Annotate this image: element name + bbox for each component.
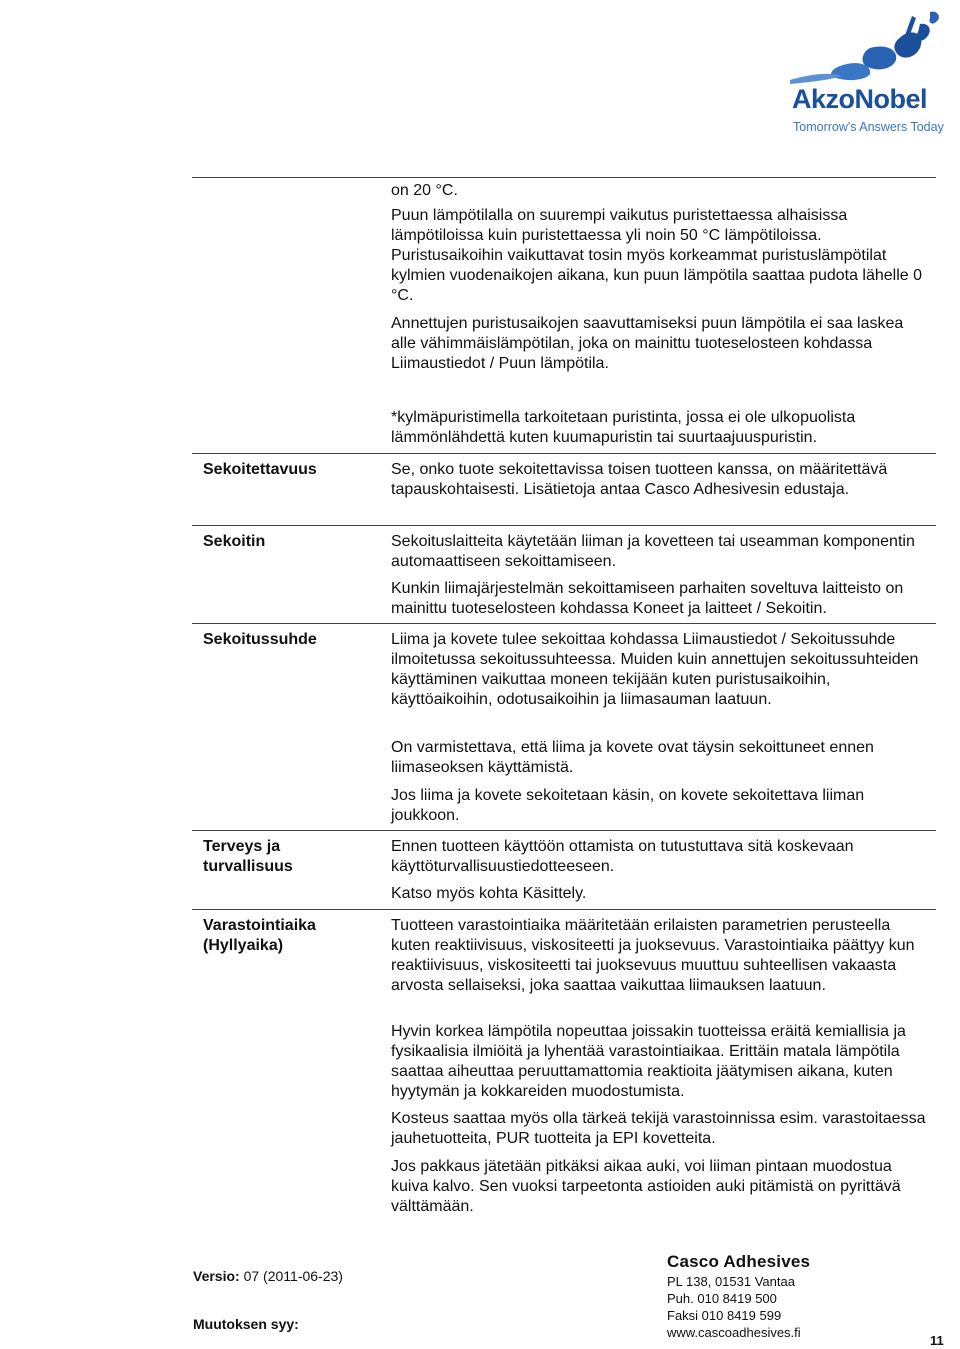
company-fax: Faksi 010 8419 599 xyxy=(667,1308,782,1323)
section-divider xyxy=(192,525,936,526)
company-name: Casco Adhesives xyxy=(667,1252,811,1271)
section-paragraph: Sekoituslaitteita käytetään liiman ja kovetteen tai useamman komponentin automaattiseen sekoittamiseen. xyxy=(391,533,915,570)
brand-tagline: Tomorrow's Answers Today xyxy=(793,120,944,134)
footnote-paragraph: *kylmäpuristimella tarkoitetaan puristinta, jossa ei ole ulkopuolista lämmönlähdettä kuten kuumapuristin tai suurtaajuuspuristin. xyxy=(391,409,856,446)
section-paragraph: Se, onko tuote sekoitettavissa toisen tuotteen kanssa, on määritettävä tapauskohtaisesti. Lisätietoja antaa Casco Adhesivesin edustaja. xyxy=(391,461,888,498)
section-paragraph: Jos liima ja kovete sekoitetaan käsin, on kovete sekoitettava liiman joukkoon. xyxy=(391,787,865,824)
change-reason-label: Muutoksen syy: xyxy=(193,1316,299,1332)
section-paragraph: Tuotteen varastointiaika määritetään erilaisten parametrien perusteella kuten reaktiivisuus, viskositeetti ja juoksevuus. Varastointiaika päättyy kun reaktiivisuus, viskositeetti tai juoksevuus muuttuu suhteellisen vakaasta arvosta sellaiseksi, joka saattaa vaikuttaa liimauksen laatuun. xyxy=(391,917,915,994)
section-paragraph: Jos pakkaus jätetään pitkäksi aikaa auki, voi liiman pintaan muodostua kuiva kalvo. Sen vuoksi tarpeetonta astioiden auki pitämistä on pyrittävä välttämään. xyxy=(391,1158,901,1215)
section-label-terveys: Terveys ja turvallisuus xyxy=(203,838,293,875)
section-divider xyxy=(192,453,936,454)
version-value: 07 (2011-06-23) xyxy=(243,1268,343,1284)
section-paragraph: Ennen tuotteen käyttöön ottamista on tutustuttava sitä koskevaan käyttöturvallisuustiedotteeseen. xyxy=(391,838,854,875)
section-label-sekoitettavuus: Sekoitettavuus xyxy=(203,461,317,478)
section-divider xyxy=(192,909,936,910)
section-label-sekoitin: Sekoitin xyxy=(203,533,266,550)
section-paragraph: Kunkin liimajärjestelmän sekoittamiseen parhaiten soveltuva laitteisto on mainittu tuoteselosteen kohdassa Koneet ja laitteet / Sekoitin. xyxy=(391,580,904,617)
section-label-varastointiaika: Varastointiaika (Hyllyaika) xyxy=(203,917,316,954)
section-paragraph: Hyvin korkea lämpötila nopeuttaa joissakin tuotteissa eräitä kemiallisia ja fysikaalisia ilmiöitä ja lyhentää varastointiaikaa. Erittäin matala lämpötila saattaa aiheuttaa peruuttamattomia reaktioita jäätymisen aikana, kuten hyytymän ja kokkareiden muodostumista. xyxy=(391,1023,906,1100)
version-info xyxy=(193,1268,343,1284)
intro-paragraph: Annettujen puristusaikojen saavuttamiseksi puun lämpötila ei saa laskea alle vähimmäislämpötilan, joka on mainittu tuoteselosteen kohdassa Liimaustiedot / Puun lämpötila. xyxy=(391,315,904,372)
brand-name: AkzoNobel xyxy=(792,84,928,114)
company-phone: Puh. 010 8419 500 xyxy=(667,1291,777,1306)
section-divider xyxy=(192,623,936,624)
section-paragraph: On varmistettava, että liima ja kovete ovat täysin sekoittuneet ennen liimaseoksen käyttämistä. xyxy=(391,739,874,776)
company-address: PL 138, 01531 Vantaa xyxy=(667,1274,795,1289)
page-number: 11 xyxy=(930,1333,944,1348)
version-label: Versio: xyxy=(193,1268,240,1284)
header-rule xyxy=(192,177,936,178)
section-label-sekoitussuhde: Sekoitussuhde xyxy=(203,631,317,648)
section-paragraph: Liima ja kovete tulee sekoittaa kohdassa Liimaustiedot / Sekoitussuhde ilmoitetussa sekoitussuhteessa. Muiden kuin annettujen sekoitussuhteiden käyttäminen vaikuttaa moneen tekijään kuten puristusaikoihin, käyttöaikoihin, odotusaikoihin ja liimasauman laatuun. xyxy=(391,631,919,708)
intro-paragraph: Puun lämpötilalla on suurempi vaikutus puristettaessa alhaisissa lämpötiloissa kuin puristettaessa yli noin 50 °C lämpötiloissa. Puristusaikoihin vaikuttavat tosin myös korkeammat puristuslämpötilat kylmien vuodenaikojen aikana, kun puun lämpötila saattaa pudota lähelle 0 °C. xyxy=(391,207,923,304)
intro-paragraph: on 20 °C. xyxy=(391,182,458,199)
akzonobel-logo-icon xyxy=(780,8,950,138)
company-website[interactable]: www.cascoadhesives.fi xyxy=(667,1325,801,1340)
section-paragraph: Kosteus saattaa myös olla tärkeä tekijä varastoinnissa esim. varastoitaessa jauhetuotteita, PUR tuotteita ja EPI kovetteita. xyxy=(391,1110,926,1147)
section-paragraph: Katso myös kohta Käsittely. xyxy=(391,885,587,902)
section-divider xyxy=(192,830,936,831)
